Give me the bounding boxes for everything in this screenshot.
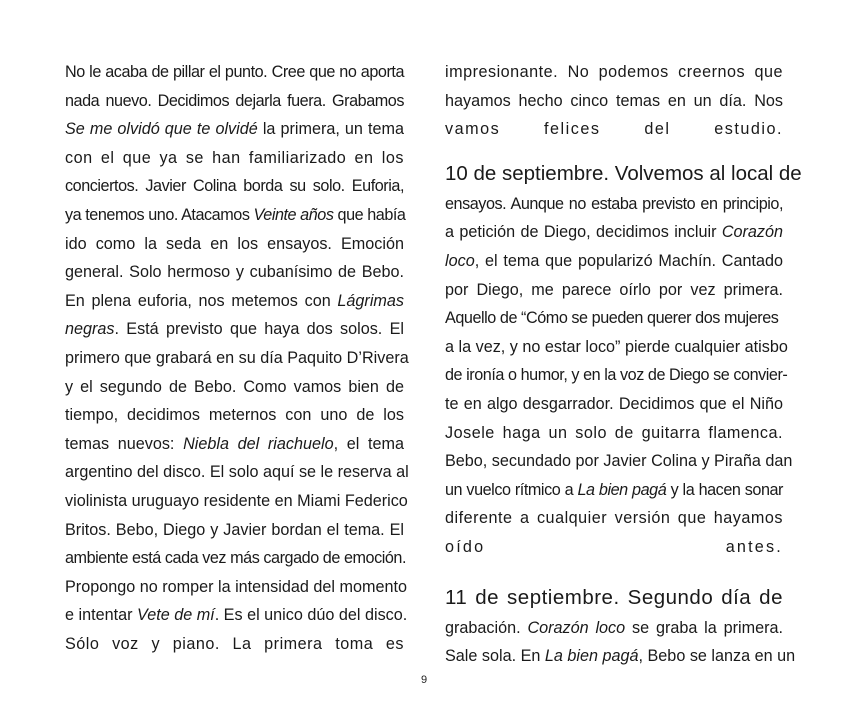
text-run: nada nuevo. Decidimos dejarla fuera. Grabamos bbox=[65, 91, 404, 110]
text-line bbox=[65, 258, 404, 287]
text-run: Bebo, secundado por Javier Colina y Piraña dan bbox=[445, 452, 793, 471]
text-line bbox=[65, 401, 404, 430]
text-run: con el que ya se han familiarizado en los bbox=[65, 148, 404, 167]
text-line bbox=[445, 218, 783, 247]
paragraph-gap bbox=[445, 562, 783, 582]
text-run: No le acaba de pillar el punto. Cree que no aporta bbox=[65, 63, 404, 81]
text-line bbox=[65, 58, 404, 87]
text-run: y la hacen sonar bbox=[666, 480, 783, 499]
text-line bbox=[65, 458, 409, 487]
text-line bbox=[445, 642, 796, 671]
entry-heading-line bbox=[445, 158, 802, 190]
text-run: de ironía o humor, y en la voz de Diego se convier- bbox=[445, 366, 788, 385]
text-line bbox=[65, 287, 404, 316]
text-line bbox=[445, 304, 783, 333]
text-line bbox=[445, 390, 783, 419]
text-run: . Es el unico dúo del disco. bbox=[214, 606, 408, 625]
text-run: Volvemos al local de bbox=[609, 161, 802, 185]
text-run: primero que grabará en su día Paquito D’Rivera bbox=[65, 348, 409, 367]
text-run: Aquello de “Cómo se pueden querer dos mujeres bbox=[445, 309, 779, 328]
text-line bbox=[445, 533, 783, 562]
song-title: Corazón loco bbox=[527, 618, 626, 637]
text-run: te en algo desgarrador. Decidimos que el Niño bbox=[445, 394, 783, 413]
text-line bbox=[65, 544, 407, 573]
text-line bbox=[445, 115, 783, 144]
text-run: Sólo voz y piano. La primera toma es bbox=[65, 634, 404, 653]
text-run: por Diego, me parece oírlo por vez primera. bbox=[445, 280, 783, 299]
text-run: . Está previsto que haya dos solos. El bbox=[114, 320, 404, 339]
text-run: ambiente está cada vez más cargado de emoción. bbox=[65, 549, 407, 568]
text-run: ensayos. Aunque no estaba previsto en principio, bbox=[445, 194, 783, 213]
song-title: La bien pagá bbox=[544, 647, 639, 666]
song-title: Veinte años bbox=[253, 205, 334, 224]
song-title: Corazón bbox=[721, 223, 783, 242]
text-run: a petición de Diego, decidimos incluir bbox=[445, 223, 722, 242]
text-line bbox=[445, 447, 793, 476]
song-title: La bien pagá bbox=[577, 480, 667, 499]
text-run: En plena euforia, nos metemos con bbox=[65, 291, 338, 310]
text-line bbox=[65, 230, 404, 259]
song-title: Lágrimas bbox=[337, 291, 404, 310]
text-run: temas nuevos: bbox=[65, 434, 184, 453]
text-run: diferente a cualquier versión que hayamos bbox=[445, 509, 783, 528]
text-line bbox=[445, 333, 788, 362]
text-run: argentino del disco. El solo aquí se le reserva al bbox=[65, 463, 409, 482]
entry-heading-line bbox=[445, 582, 783, 614]
text-line bbox=[445, 504, 783, 533]
text-line bbox=[65, 373, 404, 402]
text-line bbox=[65, 344, 409, 373]
text-line bbox=[445, 419, 783, 448]
text-run: impresionante. No podemos creernos que bbox=[445, 63, 783, 81]
text-run: grabación. bbox=[445, 618, 528, 637]
text-line bbox=[65, 201, 404, 230]
text-run: que había bbox=[333, 205, 406, 224]
text-run: hayamos hecho cinco temas en un día. Nos bbox=[445, 91, 783, 110]
text-run: a la vez, y no estar loco” pierde cualquier atisbo bbox=[445, 337, 788, 356]
entry-date: 10 de septiembre. bbox=[445, 161, 610, 185]
right-column bbox=[445, 58, 802, 671]
text-run: tiempo, decidimos meternos con uno de los bbox=[65, 406, 404, 425]
text-run: oído antes. bbox=[445, 537, 783, 556]
text-run: se graba la primera. bbox=[625, 618, 783, 637]
text-run: e intentar bbox=[65, 606, 137, 625]
song-title: Vete de mí bbox=[137, 606, 215, 625]
text-line bbox=[445, 476, 783, 505]
text-run: Propongo no romper la intensidad del momento bbox=[65, 577, 407, 596]
text-run: Britos. Bebo, Diego y Javier bordan el tema. El bbox=[65, 520, 404, 539]
left-column bbox=[65, 58, 409, 658]
text-line bbox=[445, 247, 783, 276]
text-line bbox=[445, 87, 783, 116]
text-line bbox=[65, 172, 404, 201]
text-line bbox=[65, 516, 404, 545]
text-run: vamos felices del estudio. bbox=[445, 120, 783, 139]
text-run: violinista uruguayo residente en Miami Federico bbox=[65, 491, 408, 510]
text-line bbox=[445, 614, 783, 643]
text-line bbox=[445, 190, 783, 219]
song-title: Se me olvidó que te olvidé bbox=[65, 120, 258, 139]
text-run: la primera, un tema bbox=[257, 120, 404, 139]
entry-date: 11 de septiembre. bbox=[445, 585, 620, 609]
text-line bbox=[65, 87, 404, 116]
page-number: 9 bbox=[420, 674, 428, 686]
text-line bbox=[65, 630, 404, 659]
text-run: ya tenemos uno. Atacamos bbox=[65, 205, 254, 224]
text-run: Josele haga un solo de guitarra flamenca. bbox=[445, 423, 783, 442]
text-run: conciertos. Javier Colina borda su solo. Euforia, bbox=[65, 177, 404, 196]
text-run: Sale sola. En bbox=[445, 647, 545, 666]
text-run: , el tema que popularizó Machín. Cantado bbox=[474, 251, 783, 270]
text-line bbox=[445, 58, 783, 87]
text-line bbox=[65, 601, 408, 630]
text-line bbox=[65, 115, 404, 144]
text-run: general. Solo hermoso y cubanísimo de Bebo. bbox=[65, 263, 404, 282]
song-title: Niebla del riachuelo bbox=[183, 434, 334, 453]
text-run: ido como la seda en los ensayos. Emoción bbox=[65, 234, 404, 253]
text-line bbox=[445, 276, 783, 305]
text-line bbox=[445, 361, 788, 390]
paragraph-gap bbox=[445, 144, 783, 158]
text-run: un vuelco rítmico a bbox=[445, 480, 578, 499]
text-run: , el tema bbox=[333, 434, 404, 453]
text-line bbox=[65, 430, 404, 459]
text-run: y el segundo de Bebo. Como vamos bien de bbox=[65, 377, 404, 396]
text-line bbox=[65, 573, 407, 602]
text-run: , Bebo se lanza en un bbox=[638, 647, 796, 666]
song-title: negras bbox=[65, 320, 115, 339]
text-line bbox=[65, 144, 404, 173]
text-run: Segundo día de bbox=[619, 585, 783, 609]
song-title: loco bbox=[445, 251, 475, 270]
text-line bbox=[65, 487, 408, 516]
text-line bbox=[65, 315, 404, 344]
